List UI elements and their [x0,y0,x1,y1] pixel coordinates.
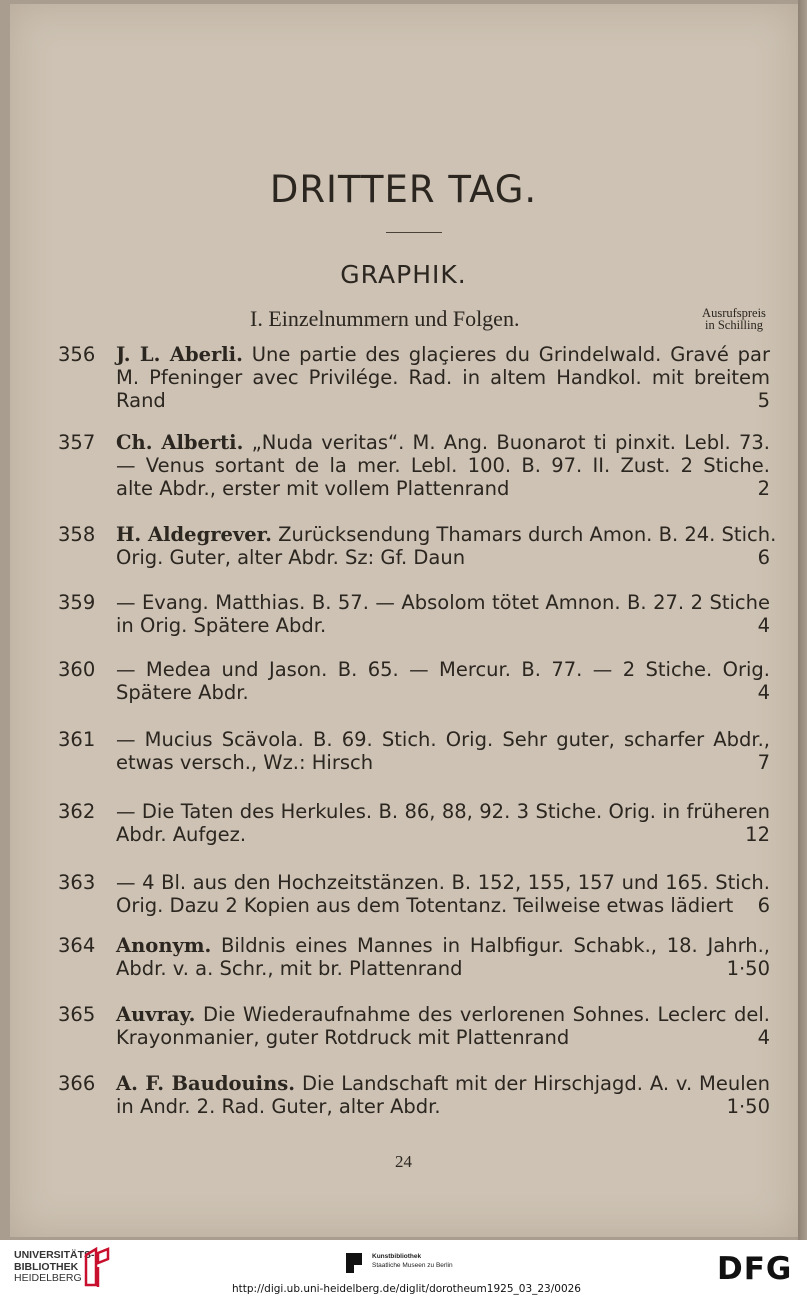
entry-text: — Die Taten des Herkules. B. 86, 88, 92. 3 Stiche. Orig. in früheren [116,800,770,823]
entry-text: „Nuda veritas“. M. Ang. Buonarot ti pinxit. Lebl. 73. [251,431,770,454]
page-number: 24 [395,1152,412,1171]
entry-last-line: in Orig. Spätere Abdr. [116,614,327,637]
entry-text: Die Landschaft mit der Hirschjagd. A. v. Meulen [301,1072,771,1095]
entry-last-line: Spätere Abdr. [116,681,249,704]
lot-price: 1·50 [726,1095,770,1118]
lot-number: 358 [58,523,96,546]
kunstbibliothek-logo-icon [344,1251,366,1275]
artist-name: J. L. Aberli. [116,343,243,366]
source-url[interactable]: http://digi.ub.uni-heidelberg.de/diglit/dorotheum1925_03_23/0026 [232,1283,581,1295]
entry-text: — Evang. Matthias. B. 57. — Absolom tötet Amnon. B. 27. 2 Stiche [116,591,770,614]
entry-text: — Mucius Scävola. B. 69. Stich. Orig. Sehr guter, scharfer Abdr., [116,728,770,751]
entry-last-line: in Andr. 2. Rad. Guter, alter Abdr. [116,1095,441,1118]
entry-last-line: Orig. Guter, alter Abdr. Sz: Gf. Daun [116,546,466,569]
subsection-heading: I. Einzelnummern und Folgen. [250,306,520,331]
entry-last-line: Krayonmanier, guter Rotdruck mit Plattenrand [116,1026,570,1049]
lot-price: 5 [757,389,770,412]
lot-number: 366 [58,1072,96,1095]
lot-price: 4 [757,1026,770,1049]
lot-price: 1·50 [726,957,770,980]
lot-price: 4 [757,614,770,637]
page-title: DRITTER TAG. [269,168,538,211]
lot-price: 6 [757,546,770,569]
lot-number: 360 [58,658,96,681]
artist-name: A. F. Baudouins. [116,1072,296,1095]
lot-number: 357 [58,431,96,454]
entry-text: — 4 Bl. aus den Hochzeitstänzen. B. 152, 155, 157 und 165. Stich. [116,871,770,894]
artist-name: Anonym. [116,934,212,957]
entry-last-line: Rand [116,389,166,412]
entry-last-line: Abdr. Aufgez. [116,823,247,846]
entry-text: Une partie des glaçieres du Grindelwald. Gravé par [251,343,770,366]
lot-price: 4 [757,681,770,704]
lot-number: 365 [58,1003,96,1026]
artist-name: Auvray. [116,1003,196,1026]
uni-line-2: BIBLIOTHEK [14,1260,79,1273]
kunstbibliothek-label [372,1252,453,1270]
entry-text: — Medea und Jason. B. 65. — Mercur. B. 77. — 2 Stiche. Orig. [116,658,770,681]
kb-line-1: Kunstbibliothek [372,1253,422,1260]
uni-line-3: HEIDELBERG [14,1272,82,1284]
entry-last-line: alte Abdr., erster mit vollem Plattenrand [116,477,510,500]
lot-price: 2 [757,477,770,500]
uni-line-1: UNIVERSITÄTS- [14,1249,95,1261]
lot-price: 6 [757,894,770,917]
dfg-logo: DFG [717,1251,793,1287]
price-column-header [684,307,784,331]
entry-text: Die Wiederaufnahme des verlorenen Sohnes. Leclerc del. [202,1003,771,1026]
price-label-1: Ausrufspreis [702,306,766,320]
lot-number: 356 [58,343,96,366]
kb-line-2: Staatliche Museen zu Berlin [372,1262,453,1269]
heidelberg-logo-icon [82,1247,112,1289]
lot-number: 359 [58,591,96,614]
entry-text: Bildnis eines Mannes in Halbfigur. Schabk., 18. Jahrh., [221,934,770,957]
artist-name: Ch. Alberti. [116,431,244,454]
lot-number: 362 [58,800,96,823]
entry-last-line: Abdr. v. a. Schr., mit br. Plattenrand [116,957,463,980]
lot-number: 361 [58,728,96,751]
entry-last-line: Orig. Dazu 2 Kopien aus dem Totentanz. Teilweise etwas lädiert [116,894,734,917]
entry-line: M. Pfeninger avec Privilége. Rad. in altem Handkol. mit breitem [116,366,770,389]
lot-number: 364 [58,934,96,957]
footer-bar [0,1240,807,1299]
entry-line: — Venus sortant de la mer. Lebl. 100. B. 97. II. Zust. 2 Stiche. [116,454,770,477]
section-heading: GRAPHIK. [340,260,467,289]
entry-last-line: etwas versch., Wz.: Hirsch [116,751,374,774]
title-divider [386,232,442,233]
price-label-2: in Schilling [705,318,763,332]
lot-price: 7 [757,751,770,774]
entry-text: Zurücksendung Thamars durch Amon. B. 24. Stich. [278,523,777,546]
lot-number: 363 [58,871,96,894]
lot-price: 12 [745,823,770,846]
artist-name: H. Aldegrever. [116,523,272,546]
